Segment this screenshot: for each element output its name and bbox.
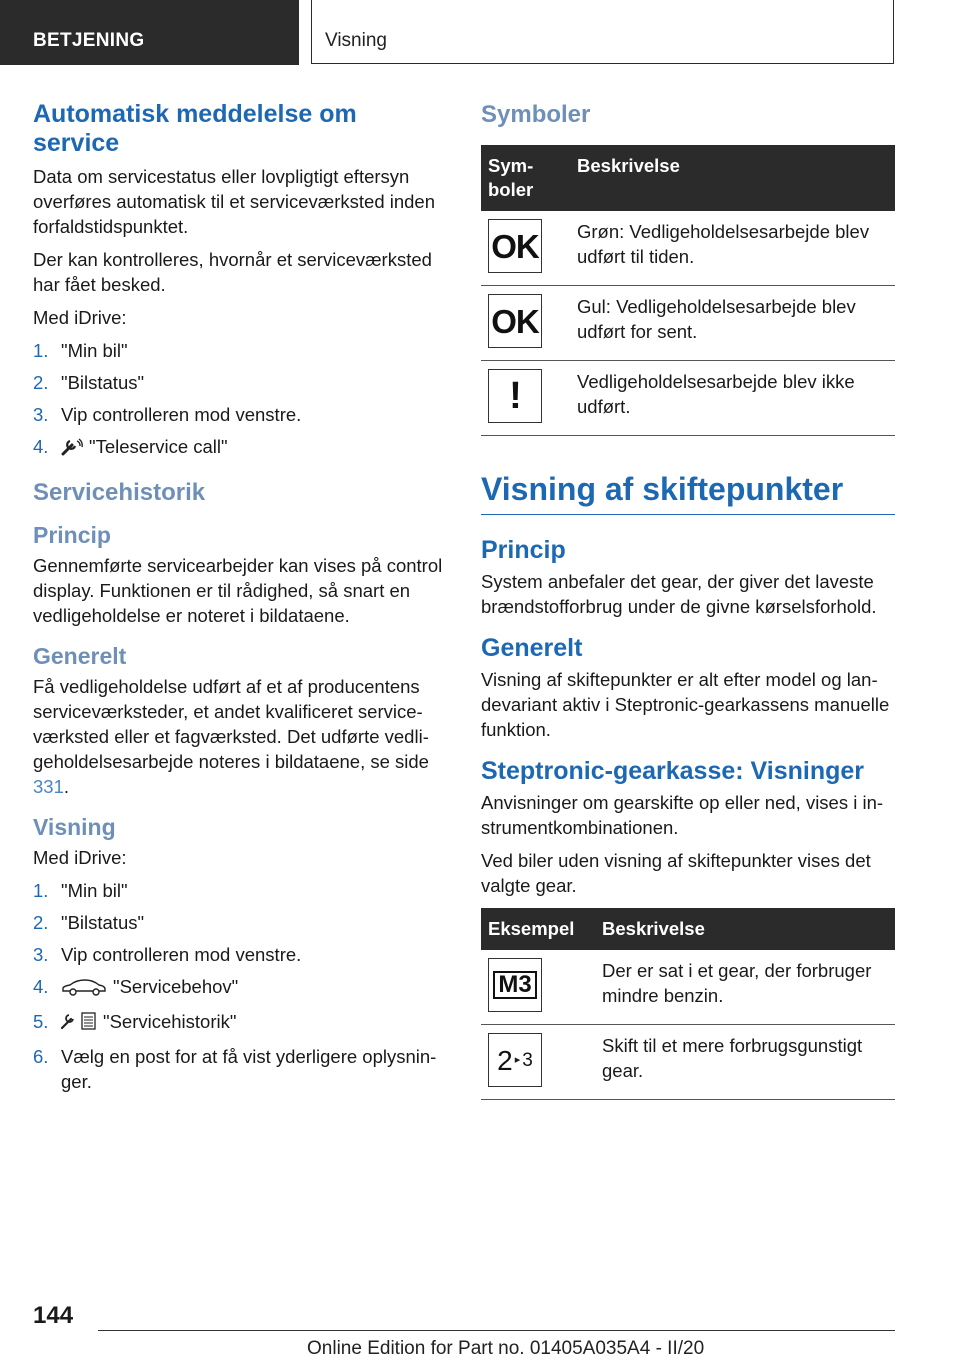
visning-heading: Visning — [33, 814, 116, 840]
page-reference-link[interactable]: 331 — [33, 776, 64, 797]
step-number: 1. — [33, 880, 49, 901]
step-number: 1. — [33, 340, 49, 361]
gear-from: 2 — [497, 1044, 513, 1076]
steptronic-p2: Ved biler uden visning af skiftepunkter vises det valgte gear. — [481, 850, 871, 896]
list-item — [33, 974, 448, 1002]
table-row — [481, 950, 895, 1025]
exclamation-icon — [488, 369, 542, 423]
step-text: "Bilstatus" — [61, 912, 145, 933]
generelt-end: . — [63, 776, 70, 797]
step-text: "Min bil" — [61, 880, 128, 901]
right-column — [481, 100, 895, 1100]
gear-m3-symbol: M3 — [493, 971, 536, 999]
skiftepunkter-heading: Visning af skiftepunkter — [481, 470, 895, 515]
table-row — [481, 361, 895, 436]
princip-heading: Princip — [33, 522, 111, 548]
step-text: "Teleservice call" — [89, 436, 228, 457]
generelt-text — [33, 674, 448, 799]
step-number: 2. — [33, 372, 49, 393]
visning-intro: Med iDrive: — [33, 847, 127, 868]
generelt-heading: Generelt — [481, 634, 583, 662]
list-item — [33, 1009, 448, 1037]
auto-service-p2: Der kan kontrolleres, hvornår et serviceværksted har fået besked. — [33, 249, 432, 295]
symbol-cell — [481, 1025, 595, 1100]
list-item — [33, 370, 448, 395]
list-item — [33, 942, 448, 967]
visning-steps — [33, 878, 448, 1094]
generelt-heading: Generelt — [33, 643, 127, 669]
step-number: 3. — [33, 404, 49, 425]
description-cell: Skift til et mere forbrugsgunstigt gear. — [595, 1025, 895, 1100]
auto-service-p1: Data om servicestatus eller lovpligtigt eftersyn overføres automatisk til et serviceværksted inden forfaldstidspunktet. — [33, 166, 436, 237]
step-text: "Min bil" — [61, 340, 128, 361]
list-item — [33, 402, 448, 427]
list-item — [33, 878, 448, 903]
table-header: Beskrivelse — [595, 908, 895, 950]
step-text: Vælg en post for at få vist yderligere oplysninger. — [61, 1046, 437, 1092]
step-text: "Servicebehov" — [113, 976, 239, 997]
symbol-cell — [481, 361, 570, 436]
table-row — [481, 1025, 895, 1100]
princip-text: System anbefaler det gear, der giver det laveste brændstofforbrug under de givne kørselsforhold. — [481, 571, 877, 617]
header-section-tab — [0, 0, 299, 65]
example-table — [481, 908, 895, 1100]
header-chapter-box — [311, 0, 894, 64]
list-item — [33, 910, 448, 935]
auto-service-heading: Automatisk meddelelse om service — [33, 100, 357, 157]
servicehistorik-heading: Servicehistorik — [33, 479, 206, 506]
step-number: 5. — [33, 1011, 49, 1032]
gear-m3-icon — [488, 958, 542, 1012]
table-header: Eksempel — [481, 908, 595, 950]
step-text: Vip controlleren mod venstre. — [61, 404, 302, 425]
symbol-cell — [481, 211, 570, 286]
symbol-cell — [481, 286, 570, 361]
list-item — [33, 434, 448, 462]
ok-green-icon — [488, 219, 542, 273]
car-icon — [61, 977, 107, 1002]
step-number: 2. — [33, 912, 49, 933]
table-row — [481, 286, 895, 361]
page-number: 144 — [33, 1302, 74, 1329]
step-number: 6. — [33, 1046, 49, 1067]
service-history-icon — [61, 1011, 97, 1037]
table-header-row — [481, 145, 895, 211]
gear-shift-up-icon — [488, 1033, 542, 1087]
generelt-body: Få vedligeholdelse udført af et af producentens serviceværksteder, et andet kvalificeret serviceværksted eller et fagværksted. Det udførte vedligeholdelsesarbejde noteres i bildataene, se side — [33, 676, 429, 772]
description-cell: Gul: Vedligeholdelsesarbejde blev udført for sent. — [570, 286, 895, 361]
princip-text: Gennemførte servicearbejder kan vises på control display. Funktionen er til rådighed, så snart en vedligeholdelse er noteret i bildataene. — [33, 555, 443, 626]
princip-heading: Princip — [481, 536, 566, 564]
step-text: "Bilstatus" — [61, 372, 145, 393]
description-cell: Der er sat i et gear, der forbruger mindre benzin. — [595, 950, 895, 1025]
list-item — [33, 1044, 448, 1094]
shift-arrow-icon: ▸ — [514, 1053, 521, 1066]
generelt-text: Visning af skiftepunkter er alt efter model og landevariant aktiv i Steptronic-gearkassens manuelle funktion. — [481, 669, 890, 740]
ok-symbol: OK — [491, 302, 539, 340]
step-number: 4. — [33, 976, 49, 997]
description-cell: Vedligeholdelsesarbejde blev ikke udført. — [570, 361, 895, 436]
table-header: Symboler — [481, 145, 570, 211]
step-text: "Servicehistorik" — [103, 1011, 237, 1032]
header-section: BETJENING — [33, 30, 145, 51]
steptronic-heading: Steptronic-gearkasse: Visninger — [481, 757, 865, 785]
symbol-table — [481, 145, 895, 436]
footer-divider — [98, 1330, 895, 1331]
left-column — [33, 100, 448, 1101]
gear-to: 3 — [522, 1049, 533, 1071]
step-number: 4. — [33, 436, 49, 457]
table-header: Beskrivelse — [570, 145, 895, 211]
ok-yellow-icon — [488, 294, 542, 348]
step-number: 3. — [33, 944, 49, 965]
header-chapter: Visning — [325, 30, 387, 51]
steptronic-p1: Anvisninger om gearskifte op eller ned, vises i instrumentkombinationen. — [481, 792, 884, 838]
auto-service-steps — [33, 338, 448, 462]
symboler-heading: Symboler — [481, 101, 591, 128]
ok-symbol: OK — [491, 227, 539, 265]
footer-edition: Online Edition for Part no. 01405A035A4 - II/20 — [307, 1338, 705, 1359]
description-cell: Grøn: Vedligeholdelsesarbejde blev udført til tiden. — [570, 211, 895, 286]
table-header-row — [481, 908, 895, 950]
list-item — [33, 338, 448, 363]
step-text: Vip controlleren mod venstre. — [61, 944, 302, 965]
symbol-cell — [481, 950, 595, 1025]
wrench-icon — [61, 437, 83, 462]
auto-service-p3: Med iDrive: — [33, 307, 127, 328]
exclamation-symbol: ! — [509, 374, 521, 417]
table-row — [481, 211, 895, 286]
